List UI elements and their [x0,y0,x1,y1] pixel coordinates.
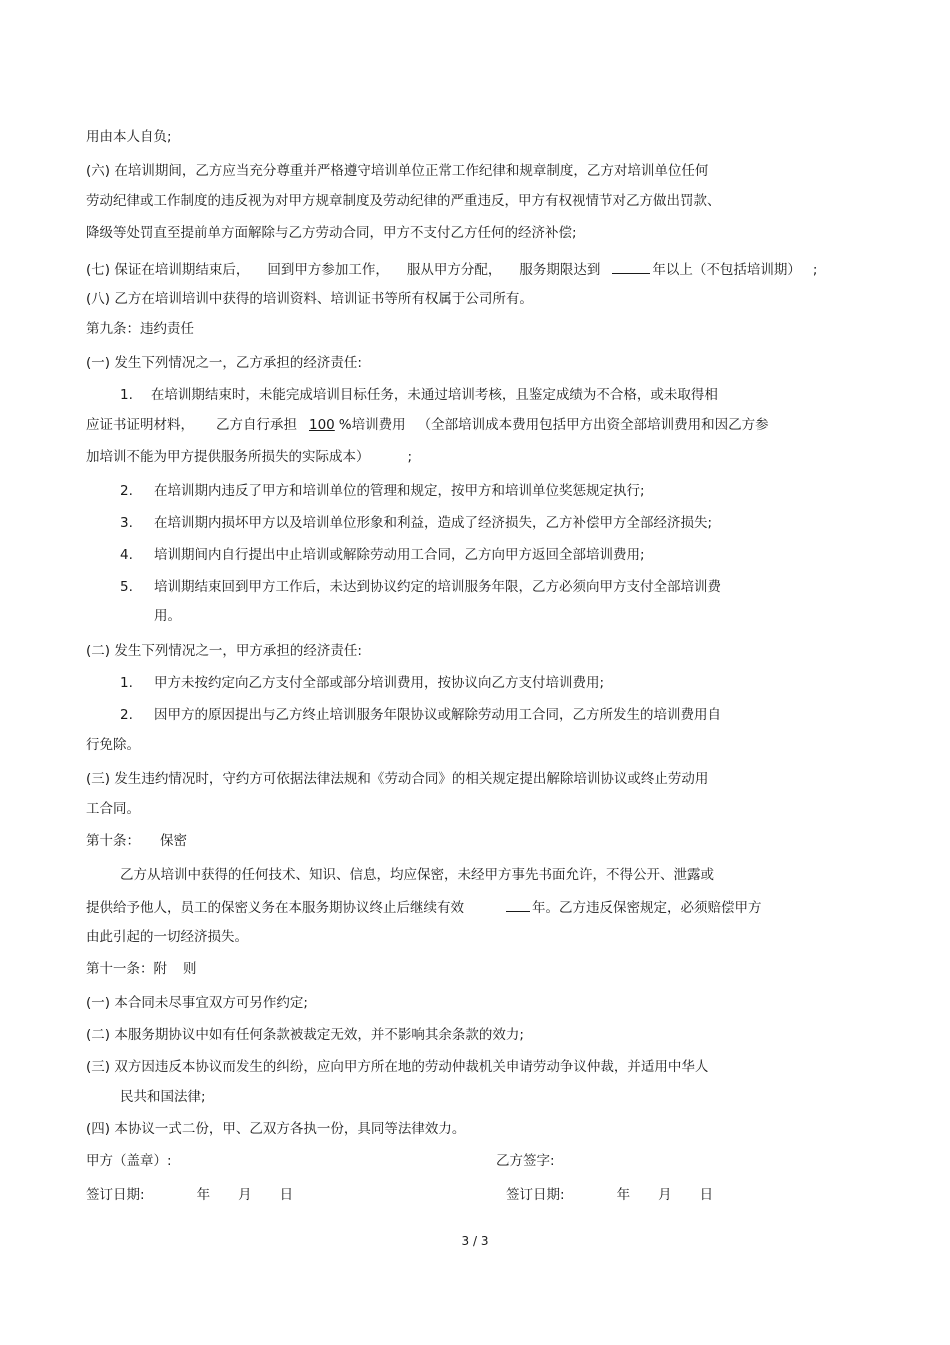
section-3-line-2: 工合同。 [86,801,140,817]
clause-6-line-1: (六) 在培训期间，乙方应当充分尊重并严格遵守培训单位正常工作纪律和规章制度，乙方对培训单位任何 [86,163,709,179]
party-a-date: 签订日期: 年 月 日 [86,1187,294,1203]
item-4-number: 4. [120,547,133,563]
item-5-number: 5. [120,579,133,595]
article-11-item-3-line-1: (三) 双方因违反本协议而发生的纠纷，应向甲方所在地的劳动仲裁机关申请劳动争议仲裁，并适用中华人 [86,1059,709,1075]
article-10-heading: 第十条： 保密 [86,833,187,849]
item-2-text: 在培训期内违反了甲方和培训单位的管理和规定，按甲方和培训单位奖惩规定执行; [154,483,645,499]
item-3-number: 3. [120,515,133,531]
clause-8: (八) 乙方在培训培训中获得的培训资料、培训证书等所有权属于公司所有。 [86,291,533,307]
party-b-date: 签订日期: 年 月 日 [506,1187,714,1203]
section-2-heading: (二) 发生下列情况之一，甲方承担的经济责任: [86,643,362,659]
item-4-text: 培训期间内自行提出中止培训或解除劳动用工合同，乙方向甲方返回全部培训费用; [154,547,645,563]
article-11-item-1: (一) 本合同未尽事宜双方可另作约定; [86,995,308,1011]
party-b-signature-label: 乙方签字: [496,1153,555,1169]
article-11-item-4: (四) 本协议一式二份，甲、乙双方各执一份，具同等法律效力。 [86,1121,466,1137]
section-2-item-1-number: 1. [120,675,133,691]
article-9-heading: 第九条：违约责任 [86,321,194,337]
item-1-line-3: 加培训不能为甲方提供服务所损失的实际成本） ; [86,449,413,465]
confidentiality-line-2: 提供给予他人，员工的保密义务在本服务期协议终止后继续有效 年。乙方违反保密规定，必须赔偿甲方 [86,896,762,917]
confidentiality-line-3: 由此引起的一切经济损失。 [86,929,248,945]
clause-6-line-3: 降级等处罚直至提前单方面解除与乙方劳动合同，甲方不支付乙方任何的经济补偿; [86,225,577,241]
section-1-heading: (一) 发生下列情况之一，乙方承担的经济责任: [86,355,362,371]
clause-7: (七) 保证在培训期结束后， 回到甲方参加工作， 服从甲方分配， 服务期限达到 年以上（不包括培训期） ; [86,258,817,279]
article-11-item-3-line-2: 民共和国法律; [120,1089,206,1105]
section-3-line-1: (三) 发生违约情况时，守约方可依据法律法规和《劳动合同》的相关规定提出解除培训协议或终止劳动用 [86,771,709,787]
service-years-blank [612,258,650,274]
confidentiality-years-blank [506,896,530,912]
item-3-text: 在培训期内损坏甲方以及培训单位形象和利益，造成了经济损失，乙方补偿甲方全部经济损失; [154,515,713,531]
text-line: 用由本人自负; [86,129,172,145]
section-2-item-2-text: 因甲方的原因提出与乙方终止培训服务年限协议或解除劳动用工合同，乙方所发生的培训费用自 [154,707,721,723]
clause-6-line-2: 劳动纪律或工作制度的违反视为对甲方规章制度及劳动纪律的严重违反，甲方有权视情节对乙方做出罚款、 [86,193,721,209]
item-1-line-2: 应证书证明材料， 乙方自行承担 100 %培训费用 （全部培训成本费用包括甲方出资全部培训费用和因乙方参 [86,417,769,433]
article-11-heading: 第十一条：附 则 [86,961,197,977]
article-11-item-2: (二) 本服务期协议中如有任何条款被裁定无效，并不影响其余条款的效力; [86,1027,524,1043]
item-2-number: 2. [120,483,133,499]
party-a-seal-label: 甲方（盖章）: [86,1153,172,1169]
item-5-text-line-2: 用。 [154,608,181,624]
section-2-item-1-text: 甲方未按约定向乙方支付全部或部分培训费用，按协议向乙方支付培训费用; [154,675,605,691]
page-number: 3 / 3 [461,1234,489,1248]
section-2-item-2-number: 2. [120,707,133,723]
section-2-item-2-cont: 行免除。 [86,737,140,753]
item-5-text-line-1: 培训期结束回到甲方工作后，未达到协议约定的培训服务年限，乙方必须向甲方支付全部培训费 [154,579,721,595]
percent-value: 100 [309,417,335,433]
confidentiality-line-1: 乙方从培训中获得的任何技术、知识、信息，均应保密，未经甲方事先书面允许，不得公开、泄露或 [120,867,714,883]
item-1-line-1: 1. 在培训期结束时，未能完成培训目标任务，未通过培训考核，且鉴定成绩为不合格，或未取得相 [120,387,718,403]
